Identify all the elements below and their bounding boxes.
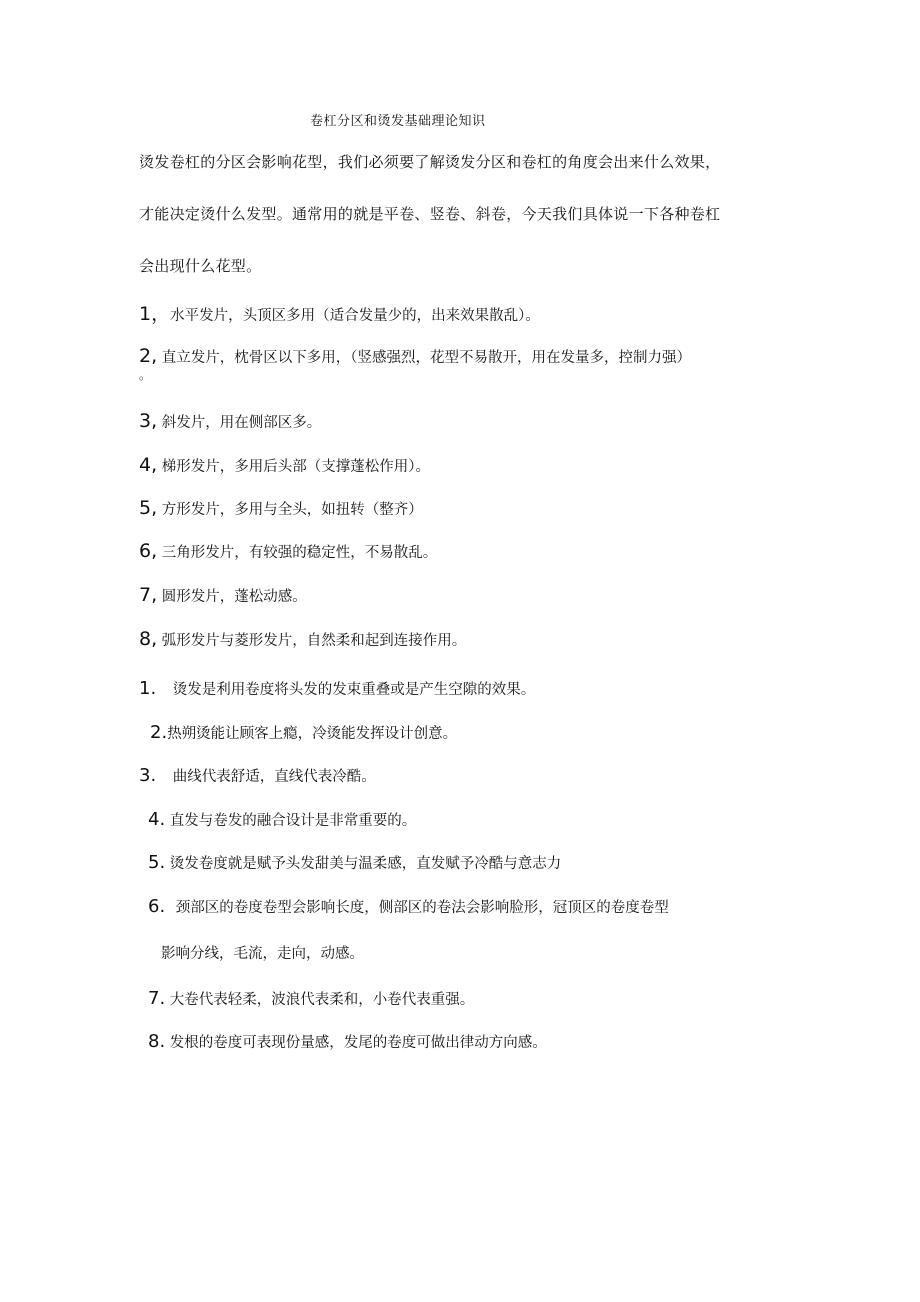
list-a-number: 4, [139,454,158,476]
list-b-item-2 [150,722,457,743]
list-a-number: 1， [139,303,171,325]
list-a-item-7 [139,584,307,606]
list-b-number: 3. [139,765,157,786]
list-b-item-6 [148,896,669,917]
list-a-item-6 [139,540,437,562]
list-b-number: 4. [148,809,166,830]
list-a-number: 7, [139,584,158,606]
list-b-number: 2. [150,722,168,743]
document-title: 卷杠分区和烫发基础理论知识 [310,114,486,129]
intro-line-1: 烫发卷杠的分区会影响花型，我们必须要了解烫发分区和卷杠的角度会出来什么效果， [139,153,721,171]
list-a-text: 三角形发片，有较强的稳定性，不易散乱。 [161,545,438,561]
list-a-number: 2, [139,345,158,367]
list-a-item-4 [139,454,430,476]
list-a-text: 方形发片，多用与全头，如扭转（整齐） [161,502,423,518]
list-b-text: 烫发是利用卷度将头发的发束重叠或是产生空隙的效果。 [172,682,536,698]
list-b-number: 5. [148,852,166,873]
list-b-text: 颈部区的卷度卷型会影响长度，侧部区的卷法会影响脸形，冠顶区的卷度卷型 [175,900,669,916]
list-b-number: 1. [139,678,157,699]
intro-line-2: 才能决定烫什么发型。通常用的就是平卷、竖卷、斜卷，今天我们具体说一下各种卷杠 [139,205,721,223]
list-a-text: 梯形发片，多用后头部（支撑蓬松作用）。 [161,459,430,475]
list-a-item-3 [139,410,321,432]
list-a-number: 8, [139,628,158,650]
list-a-number: 5, [139,497,158,519]
list-b-item-8 [148,1031,547,1052]
list-a-number: 6, [139,540,158,562]
list-a-text: 斜发片，用在侧部区多。 [161,415,322,431]
list-b-item-4 [148,809,416,830]
list-b-text: 大卷代表轻柔，波浪代表柔和，小卷代表重强。 [169,992,475,1008]
list-a-item-1 [139,299,540,326]
intro-line-3: 会出现什么花型。 [139,257,262,275]
list-a-text: 弧形发片与菱形发片，自然柔和起到连接作用。 [161,633,467,649]
list-b-item-7 [148,988,474,1009]
list-b-number: 8. [148,1031,166,1052]
list-a-item-2-continuation: 。 [139,368,152,382]
list-a-text: 直立发片，枕骨区以下多用，（竖感强烈，花型不易散开，用在发量多，控制力强） [161,350,691,366]
list-b-text: 直发与卷发的融合设计是非常重要的。 [169,813,417,829]
list-a-number: 3, [139,410,158,432]
list-a-item-8 [139,628,466,650]
list-b-item-6-continuation: 影响分线，毛流，走向，动感。 [161,946,364,962]
list-b-text: 热朔烫能让顾客上瘾，冷烫能发挥设计创意。 [167,726,458,742]
list-a-text: 圆形发片，蓬松动感。 [161,589,307,605]
list-b-number: 6. [148,896,166,917]
list-b-item-5 [148,852,561,873]
list-b-item-3 [139,765,376,786]
list-a-item-5 [139,497,423,519]
list-a-item-2 [139,345,691,367]
list-b-text: 发根的卷度可表现份量感，发尾的卷度可做出律动方向感。 [169,1035,547,1051]
list-b-text: 烫发卷度就是赋予头发甜美与温柔感，直发赋予冷酷与意志力 [169,856,562,872]
list-b-number: 7. [148,988,166,1009]
list-b-text: 曲线代表舒适，直线代表冷酷。 [172,769,376,785]
list-a-text: 水平发片，头顶区多用（适合发量少的，出来效果散乱）。 [170,308,540,324]
list-b-item-1 [139,678,535,699]
